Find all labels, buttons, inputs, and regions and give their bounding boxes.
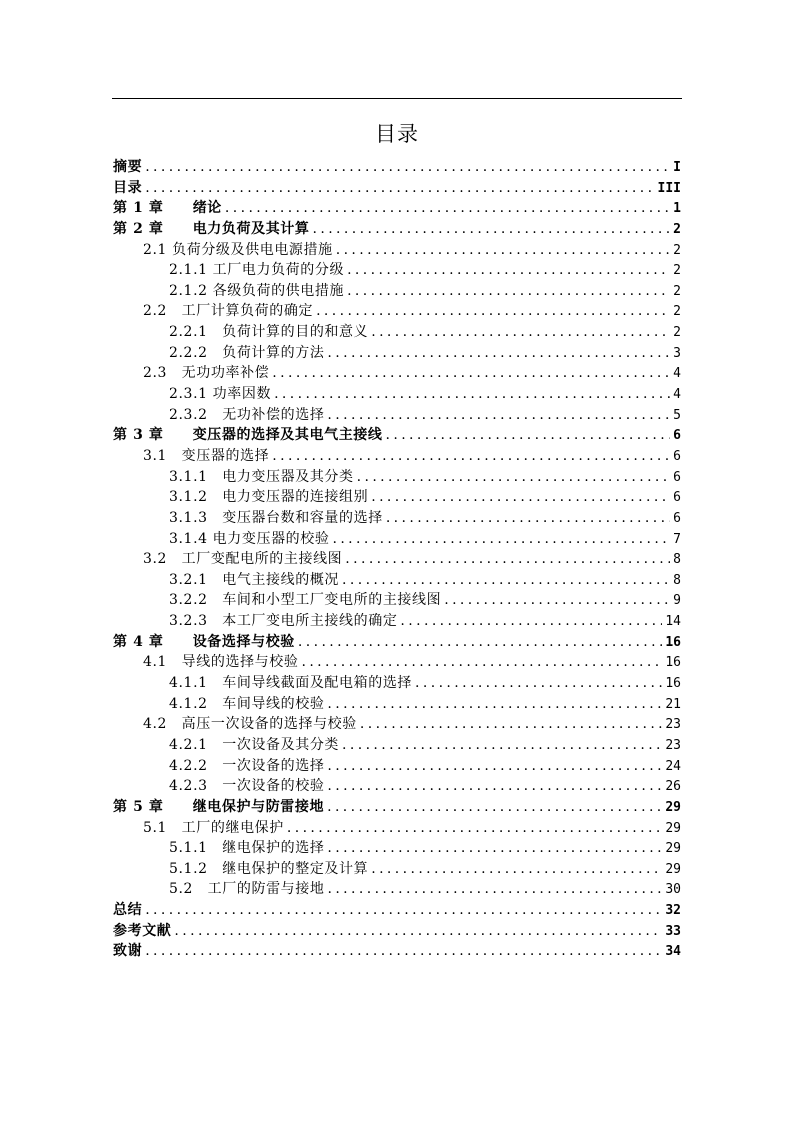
toc-entry-page: 30 <box>665 882 681 898</box>
toc-entry-page: 29 <box>665 820 681 836</box>
toc-entry[interactable] <box>113 198 681 219</box>
toc-entry[interactable] <box>113 219 681 240</box>
toc-entry-page: 2 <box>673 304 681 320</box>
toc-entry-page: 6 <box>673 428 681 444</box>
toc-entry-page: 2 <box>673 242 681 258</box>
toc-entry-title: 2.1.2 各级负荷的供电措施 <box>169 282 345 299</box>
toc-entry[interactable] <box>113 487 681 508</box>
toc-entry-title: 总结 <box>113 902 143 919</box>
toc-entry-title: 3.2.3 本工厂变电所主接线的确定 <box>169 613 398 630</box>
toc-entry[interactable] <box>113 260 681 281</box>
toc-entry[interactable] <box>113 879 681 900</box>
toc-dot-leader <box>327 343 670 364</box>
toc-entry[interactable] <box>113 632 681 653</box>
toc-entry[interactable] <box>113 611 681 632</box>
toc-entry[interactable] <box>113 281 681 302</box>
toc-entry-page: 29 <box>665 799 681 815</box>
toc-dot-leader <box>327 756 662 777</box>
toc-entry-title: 参考文献 <box>113 922 172 939</box>
toc-entry[interactable] <box>113 157 681 178</box>
toc-entry-page: 14 <box>665 614 681 630</box>
toc-entry-title: 第 4 章 设备选择与校验 <box>113 633 295 650</box>
toc-entry-page: 16 <box>665 634 681 650</box>
toc-entry-title: 3.1 变压器的选择 <box>143 447 270 464</box>
toc-dot-leader <box>371 322 670 343</box>
toc-entry-title: 2.1 负荷分级及供电电源措施 <box>143 241 333 258</box>
toc-dot-leader <box>145 941 662 962</box>
toc-entry[interactable] <box>113 322 681 343</box>
toc-entry[interactable] <box>113 425 681 446</box>
toc-entry-title: 致谢 <box>113 943 143 960</box>
toc-dot-leader <box>386 508 670 529</box>
toc-entry[interactable] <box>113 240 681 261</box>
toc-entry[interactable] <box>113 838 681 859</box>
toc-entry-page: 7 <box>673 531 681 547</box>
toc-entry-title: 2.3.2 无功补偿的选择 <box>169 406 325 423</box>
toc-dot-leader <box>301 652 662 673</box>
toc-entry-title: 3.1.1 电力变压器及其分类 <box>169 468 354 485</box>
toc-entry[interactable] <box>113 921 681 942</box>
toc-dot-leader <box>145 157 670 178</box>
toc-entry[interactable] <box>113 735 681 756</box>
toc-entry[interactable] <box>113 673 681 694</box>
toc-entry-title: 3.1.2 电力变压器的连接组别 <box>169 489 369 506</box>
toc-entry-title: 5.1 工厂的继电保护 <box>143 819 284 836</box>
toc-entry[interactable] <box>113 694 681 715</box>
toc-dot-leader <box>400 611 662 632</box>
toc-dot-leader <box>313 219 671 240</box>
toc-entry[interactable] <box>113 590 681 611</box>
toc-entry-page: 16 <box>665 676 681 692</box>
toc-entry[interactable] <box>113 570 681 591</box>
toc-dot-leader <box>347 260 670 281</box>
toc-dot-leader <box>327 879 662 900</box>
toc-entry[interactable] <box>113 446 681 467</box>
toc-entry-title: 3.2 工厂变配电所的主接线图 <box>143 551 343 568</box>
toc-entry-page: 23 <box>665 717 681 733</box>
toc-entry[interactable] <box>113 467 681 488</box>
toc-entry-title: 4.1.2 车间导线的校验 <box>169 695 325 712</box>
toc-entry-title: 4.1.1 车间导线截面及配电箱的选择 <box>169 675 413 692</box>
toc-entry[interactable] <box>113 549 681 570</box>
toc-entry-page: 33 <box>665 923 681 939</box>
toc-dot-leader <box>371 859 662 880</box>
toc-entry-page: III <box>657 180 681 196</box>
toc-entry-title: 2.3 无功功率补偿 <box>143 365 270 382</box>
table-of-contents <box>113 157 681 962</box>
toc-dot-leader <box>327 405 670 426</box>
toc-entry-title: 5.1.2 继电保护的整定及计算 <box>169 860 369 877</box>
toc-entry[interactable] <box>113 776 681 797</box>
toc-dot-leader <box>327 776 662 797</box>
toc-dot-leader <box>336 240 670 261</box>
toc-entry-page: 8 <box>673 572 681 588</box>
toc-entry-page: 23 <box>665 737 681 753</box>
toc-dot-leader <box>145 900 662 921</box>
toc-dot-leader <box>386 425 671 446</box>
toc-entry-page: 6 <box>673 448 681 464</box>
toc-entry-page: 2 <box>673 283 681 299</box>
toc-dot-leader <box>415 673 662 694</box>
toc-entry-page: 2 <box>673 221 681 237</box>
toc-dot-leader <box>327 797 662 818</box>
toc-entry-page: 2 <box>673 325 681 341</box>
toc-entry-page: 1 <box>673 201 681 217</box>
toc-entry-page: 6 <box>673 510 681 526</box>
toc-entry[interactable] <box>113 384 681 405</box>
toc-entry-page: 34 <box>665 944 681 960</box>
toc-entry-title: 2.3.1 功率因数 <box>169 386 272 403</box>
toc-dot-leader <box>360 714 662 735</box>
toc-entry-title: 2.1.1 工厂电力负荷的分级 <box>169 262 345 279</box>
toc-dot-leader <box>345 549 670 570</box>
toc-dot-leader <box>357 467 670 488</box>
toc-entry-page: 16 <box>665 655 681 671</box>
toc-entry[interactable] <box>113 301 681 322</box>
toc-entry-page: 8 <box>673 552 681 568</box>
toc-entry-title: 摘要 <box>113 159 143 175</box>
toc-entry-title: 第 2 章 电力负荷及其计算 <box>113 220 310 237</box>
toc-entry-title: 3.1.3 变压器台数和容量的选择 <box>169 509 383 526</box>
toc-entry[interactable] <box>113 859 681 880</box>
toc-entry[interactable] <box>113 363 681 384</box>
toc-entry-page: 3 <box>673 345 681 361</box>
toc-entry-title: 3.2.2 车间和小型工厂变电所的主接线图 <box>169 592 442 609</box>
toc-entry-page: 26 <box>665 779 681 795</box>
toc-entry-title: 2.2.1 负荷计算的目的和意义 <box>169 324 369 341</box>
toc-dot-leader <box>327 694 662 715</box>
toc-entry-title: 目录 <box>113 179 143 196</box>
toc-dot-leader <box>272 446 670 467</box>
toc-entry-title: 3.1.4 电力变压器的校验 <box>169 530 330 547</box>
header-rule <box>112 98 682 99</box>
toc-entry-title: 5.2 工厂的防雷与接地 <box>169 881 325 898</box>
toc-entry[interactable] <box>113 797 681 818</box>
toc-dot-leader <box>444 590 670 611</box>
toc-dot-leader <box>332 529 670 550</box>
toc-dot-leader <box>174 921 662 942</box>
toc-entry-page: 32 <box>665 903 681 919</box>
toc-entry-page: 21 <box>665 696 681 712</box>
toc-entry[interactable] <box>113 900 681 921</box>
toc-entry-page: 29 <box>665 861 681 877</box>
toc-entry[interactable] <box>113 652 681 673</box>
toc-dot-leader <box>371 487 670 508</box>
toc-dot-leader <box>316 301 670 322</box>
toc-dot-leader <box>272 363 670 384</box>
toc-dot-leader <box>347 281 670 302</box>
toc-entry-page: 6 <box>673 469 681 485</box>
toc-entry-page: 29 <box>665 841 681 857</box>
toc-entry-page: 6 <box>673 490 681 506</box>
page-title: 目录 <box>375 122 419 146</box>
toc-entry[interactable] <box>113 529 681 550</box>
toc-entry-title: 3.2.1 电气主接线的概况 <box>169 571 340 588</box>
toc-dot-leader <box>274 384 670 405</box>
toc-dot-leader <box>145 178 654 199</box>
toc-entry-title: 4.2.2 一次设备的选择 <box>169 757 325 774</box>
toc-dot-leader <box>287 818 662 839</box>
toc-entry[interactable] <box>113 756 681 777</box>
toc-entry-page: 24 <box>665 758 681 774</box>
toc-entry-title: 5.1.1 继电保护的选择 <box>169 840 325 857</box>
toc-entry[interactable] <box>113 343 681 364</box>
toc-entry[interactable] <box>113 818 681 839</box>
toc-entry[interactable] <box>113 941 681 962</box>
toc-entry-title: 2.2.2 负荷计算的方法 <box>169 344 325 361</box>
toc-entry-page: 9 <box>673 593 681 609</box>
toc-dot-leader <box>327 838 662 859</box>
toc-entry[interactable] <box>113 508 681 529</box>
toc-entry-title: 第 5 章 继电保护与防雷接地 <box>113 798 325 815</box>
toc-entry[interactable] <box>113 405 681 426</box>
toc-entry-page: I <box>673 160 681 175</box>
toc-entry-page: 4 <box>673 387 681 403</box>
toc-dot-leader <box>298 632 662 653</box>
toc-entry-title: 第 3 章 变压器的选择及其电气主接线 <box>113 427 383 444</box>
toc-entry[interactable] <box>113 714 681 735</box>
toc-dot-leader <box>342 735 662 756</box>
toc-dot-leader <box>342 570 670 591</box>
toc-entry[interactable] <box>113 178 681 199</box>
toc-dot-leader <box>225 198 670 219</box>
toc-entry-page: 4 <box>673 366 681 382</box>
toc-entry-title: 4.2.3 一次设备的校验 <box>169 778 325 795</box>
toc-entry-title: 4.2 高压一次设备的选择与校验 <box>143 716 357 733</box>
toc-entry-page: 2 <box>673 263 681 279</box>
toc-entry-title: 第 1 章 绪论 <box>113 200 222 217</box>
toc-entry-title: 2.2 工厂计算负荷的确定 <box>143 303 314 320</box>
toc-entry-page: 5 <box>673 407 681 423</box>
toc-entry-title: 4.1 导线的选择与校验 <box>143 654 299 671</box>
toc-entry-title: 4.2.1 一次设备及其分类 <box>169 736 340 753</box>
